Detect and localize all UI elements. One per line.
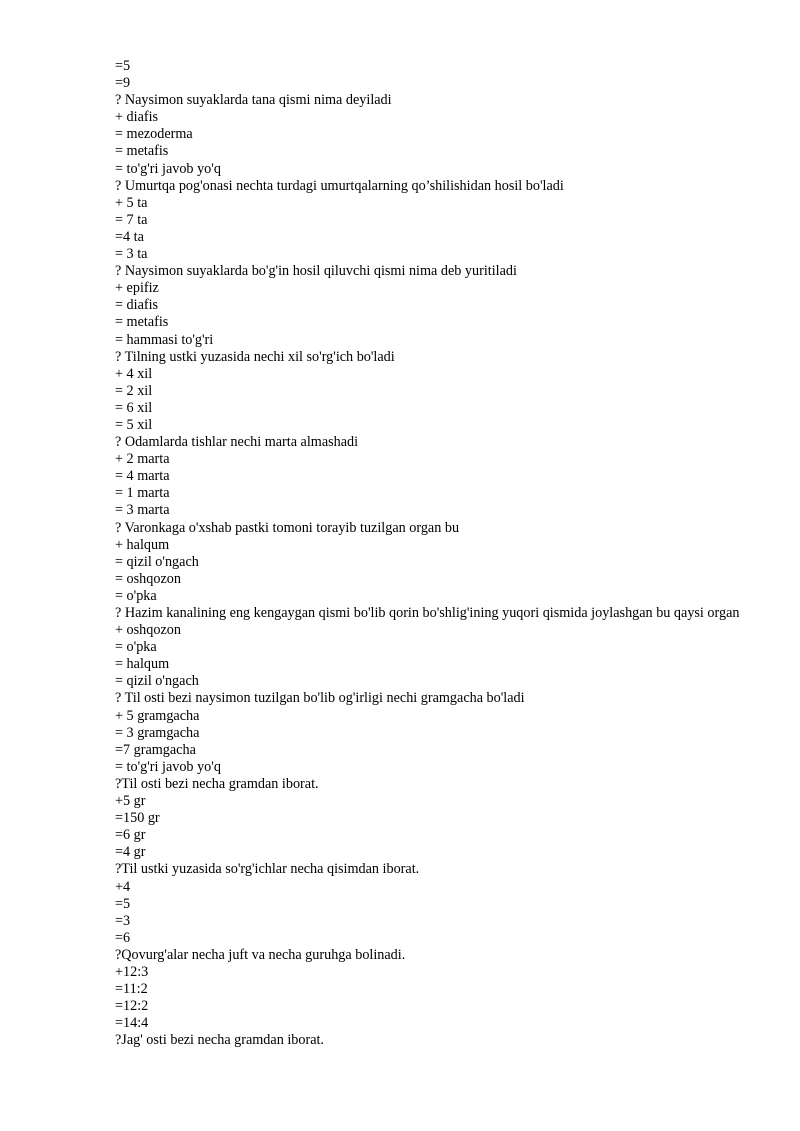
answer-line: =6 <box>115 929 131 946</box>
answer-line: = 7 ta <box>115 211 148 228</box>
correct-answer-line: +5 gr <box>115 793 146 810</box>
answer-line: = 3 ta <box>115 246 148 263</box>
question-line: ? Til osti bezi naysimon tuzilgan bo'lib og'irligi nechi gramgacha bo'ladi <box>115 690 525 707</box>
answer-line: = hammasi to'g'ri <box>115 331 214 348</box>
text-line: =9 <box>115 75 131 92</box>
answer-line: = 4 marta <box>115 468 170 485</box>
question-line: ?Jag' osti bezi necha gramdan iborat. <box>115 1032 324 1049</box>
correct-answer-line: + halqum <box>115 536 170 553</box>
answer-line: = 5 xil <box>115 416 153 433</box>
answer-line: =7 gramgacha <box>115 741 196 758</box>
question-line: ?Qovurg'alar necha juft va necha guruhga bolinadi. <box>115 946 406 963</box>
correct-answer-line: + diafis <box>115 109 159 126</box>
correct-answer-line: + epifiz <box>115 280 159 297</box>
text-line: =5 <box>115 58 131 74</box>
correct-answer-line: + oshqozon <box>115 622 181 639</box>
correct-answer-line: + 5 ta <box>115 194 148 211</box>
question-line: ? Varonkaga o'xshab pastki tomoni torayib tuzilgan organ bu <box>115 519 460 536</box>
answer-line: = 2 xil <box>115 382 153 399</box>
question-line: ?Til osti bezi necha gramdan iborat. <box>115 775 319 792</box>
answer-line: = 3 gramgacha <box>115 724 200 741</box>
correct-answer-line: +12:3 <box>115 963 149 980</box>
answer-line: = 1 marta <box>115 485 170 502</box>
question-line: ? Naysimon suyaklarda tana qismi nima deyiladi <box>115 92 392 109</box>
correct-answer-line: + 5 gramgacha <box>115 707 200 724</box>
answer-line: = to'g'ri javob yo'q <box>115 758 221 775</box>
question-line: ? Tilning ustki yuzasida nechi xil so'rg'ich bo'ladi <box>115 348 395 365</box>
answer-line: = 3 marta <box>115 502 170 519</box>
answer-line: =4 ta <box>115 228 144 245</box>
answer-line: = halqum <box>115 656 170 673</box>
answer-line: = 6 xil <box>115 399 153 416</box>
question-line: ? Odamlarda tishlar nechi marta almashadi <box>115 434 359 451</box>
answer-line: =4 gr <box>115 844 146 861</box>
answer-line: =11:2 <box>115 981 148 998</box>
answer-line: =14:4 <box>115 1015 149 1032</box>
quiz-text-body <box>115 58 745 1049</box>
answer-line: =3 <box>115 912 131 929</box>
answer-line: =6 gr <box>115 827 146 844</box>
answer-line: =12:2 <box>115 998 149 1015</box>
answer-line: = to'g'ri javob yo'q <box>115 160 221 177</box>
answer-line: = qizil o'ngach <box>115 553 199 570</box>
correct-answer-line: + 4 xil <box>115 365 153 382</box>
question-line: ? Hazim kanalining eng kengaygan qismi bo'lib qorin bo'shlig'ining yuqori qismida joylashgan bu qaysi organ <box>115 605 740 621</box>
answer-line: = metafis <box>115 314 169 331</box>
question-line: ? Umurtqa pog'onasi nechta turdagi umurtqalarning qo’shilishidan hosil bo'ladi <box>115 177 564 194</box>
answer-line: = o'pka <box>115 587 157 604</box>
answer-line: = qizil o'ngach <box>115 673 199 690</box>
answer-line: =150 gr <box>115 810 160 827</box>
answer-line: = mezoderma <box>115 126 193 143</box>
answer-line: =5 <box>115 895 131 912</box>
answer-line: = metafis <box>115 143 169 160</box>
answer-line: = o'pka <box>115 639 157 656</box>
answer-line: = diafis <box>115 297 159 314</box>
question-line: ?Til ustki yuzasida so'rg'ichlar necha qisimdan iborat. <box>115 861 420 878</box>
correct-answer-line: + 2 marta <box>115 451 170 468</box>
answer-line: = oshqozon <box>115 570 181 587</box>
correct-answer-line: +4 <box>115 878 131 895</box>
question-line: ? Naysimon suyaklarda bo'g'in hosil qiluvchi qismi nima deb yuritiladi <box>115 263 517 280</box>
